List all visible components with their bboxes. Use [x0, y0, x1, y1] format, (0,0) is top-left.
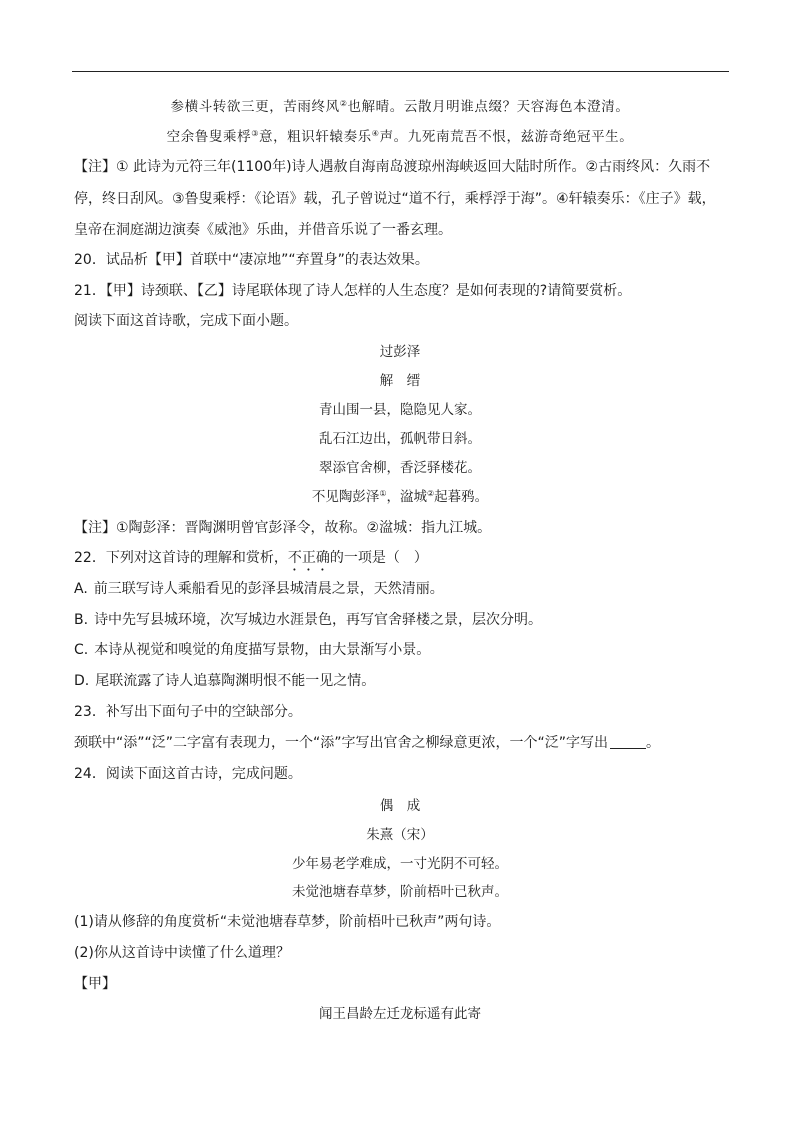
poem-note: 【注】① 此诗为元符三年(1100年)诗人遇赦自海南岛渡琼州海峡返回大陆时所作。②古雨终风：久雨不 [74, 159, 711, 175]
footnote-marker: ④ [371, 129, 380, 138]
poem-line: 青山围一县，隐隐见人家。 [319, 402, 481, 418]
poem-line: 少年易老学难成，一寸光阴不可轻。 [292, 856, 508, 872]
question-24: 24．阅读下面这首古诗，完成问题。 [74, 766, 302, 782]
question-22: 22．下列对这首诗的理解和赏析，不正确的一项是（ ） [74, 550, 428, 566]
option-a: A. 前三联写诗人乘船看见的彭泽县城清晨之景，天然清丽。 [74, 581, 444, 597]
poem-note: 【注】①陶彭泽：晋陶渊明曾官彭泽令，故称。②湓城：指九江城。 [74, 520, 492, 536]
option-c: C. 本诗从视觉和嗅觉的角度描写景物，由大景渐写小景。 [74, 642, 431, 658]
option-d: D. 尾联流露了诗人追慕陶渊明恨不能一见之情。 [74, 673, 376, 689]
emphasis-text: 不正确 [287, 550, 330, 566]
question-21: 21．【甲】诗颈联、【乙】诗尾联体现了诗人怎样的人生态度？是如何表现的?请简要赏析。 [74, 283, 632, 299]
fill-blank-sentence: 颈联中“添”“泛”二字富有表现力，一个“添”字写出官舍之柳绿意更浓，一个“泛”字写出 。 [74, 735, 661, 751]
reading-instruction: 阅读下面这首诗歌，完成下面小题。 [74, 313, 298, 329]
poem-line: 翠添官舍柳，香泛驿楼花。 [319, 460, 481, 476]
footnote-marker: ② [339, 99, 348, 108]
section-label-jia: 【甲】 [74, 976, 116, 992]
answer-blank[interactable] [610, 735, 646, 749]
footnote-marker: ② [427, 489, 435, 498]
footnote-marker: ③ [251, 129, 259, 138]
poem-note: 停，终日刮风。③鲁叟乘桴：《论语》载，孔子曾说过“道不行，乘桴浮于海”。④轩辕奏乐：《庄子》载， [74, 191, 716, 207]
question-24-part-1: (1)请从修辞的角度赏析“未觉池塘春草梦，阶前梧叶已秋声”两句诗。 [74, 914, 501, 930]
poem-title: 闻王昌龄左迁龙标遥有此寄 [319, 1006, 481, 1022]
question-20: 20．试品析【甲】首联中“凄凉地”“弃置身”的表达效果。 [74, 252, 429, 268]
footnote-marker: ① [379, 489, 387, 498]
poem-line: 参横斗转欲三更，苦雨终风②也解晴。云散月明谁点缀？天容海色本澄清。 [170, 99, 630, 115]
poem-line: 未觉池塘春草梦，阶前梧叶已秋声。 [292, 884, 508, 900]
poem-title: 过彭泽 [379, 344, 421, 360]
question-23: 23．补写出下面句子中的空缺部分。 [74, 704, 302, 720]
question-24-part-2: (2)你从这首诗中读懂了什么道理？ [74, 945, 290, 961]
header-rule [72, 71, 729, 72]
poem-note: 皇帝在洞庭湖边演奏《威池》乐曲，并借音乐说了一番玄理。 [74, 222, 452, 238]
poem-author: 朱熹（宋） [366, 827, 434, 843]
poem-line: 乱石江边出，孤帆带日斜。 [319, 431, 481, 447]
option-b: B. 诗中先写县城环境，次写城边水涯景色，再写官舍驿楼之景，层次分明。 [74, 612, 543, 628]
poem-title: 偶 成 [379, 798, 421, 814]
poem-author: 解 缙 [379, 373, 421, 389]
poem-line: 不见陶彭泽①，湓城②起暮鸦。 [311, 489, 489, 505]
poem-line: 空余鲁叟乘桴③意，粗识轩辕奏乐④声。九死南荒吾不恨，兹游奇绝冠平生。 [166, 129, 634, 145]
